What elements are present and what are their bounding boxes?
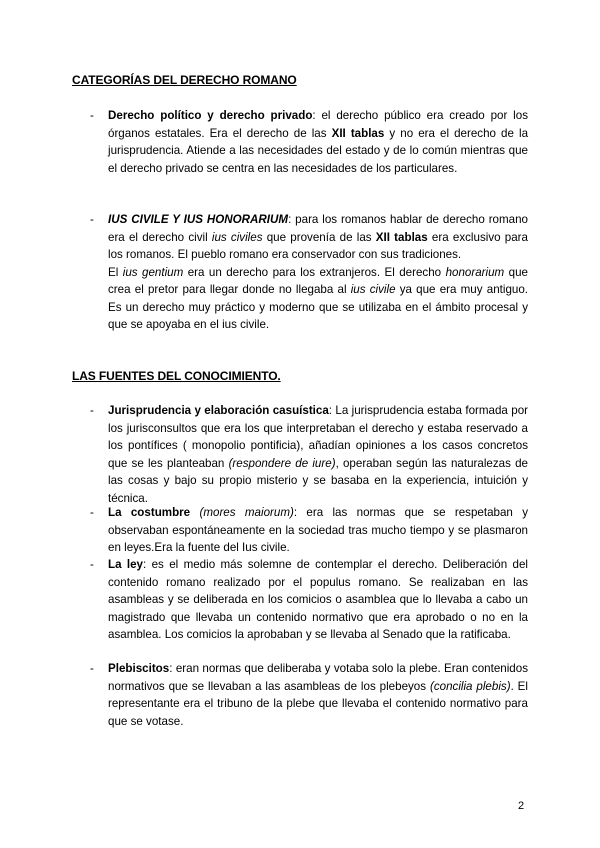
text-run: : era las normas que se respetaban y observaban espontáneamente en la sociedad tras mucho tiempo y se plasmaron en leyes.Era la fuente del Ius civile.: [108, 506, 529, 554]
list-item-text: [108, 211, 528, 334]
emphasis-text: (concilia plebis): [429, 679, 511, 693]
text-run: : el derecho público era creado por los órganos estatales. Era el derecho de las: [108, 109, 528, 140]
list-item-costumbre: [90, 504, 528, 557]
emphasis-text: XII tablas: [331, 126, 385, 140]
text-run: : para los romanos hablar de derecho romano era el derecho civil: [108, 213, 528, 244]
list-item-jurisprudencia: [90, 402, 528, 507]
list-item-text: [108, 402, 528, 507]
text-run: era un derecho para los extranjeros. El derecho: [183, 265, 446, 279]
list-item-text: [108, 107, 528, 177]
list-dash: -: [90, 558, 94, 571]
emphasis-text: La ley: [108, 558, 144, 571]
emphasis-text: La costumbre: [108, 506, 191, 519]
emphasis-text: IUS CIVILE Y IUS HONORARIUM: [108, 213, 289, 226]
text-run: era exclusivo para los romanos. El pueblo romano era conservador con sus tradiciones.: [108, 230, 528, 261]
list-dash: -: [90, 213, 94, 226]
paragraph: [108, 504, 528, 557]
list-dash: -: [90, 662, 94, 675]
paragraph: [108, 211, 528, 264]
emphasis-text: ius civile: [350, 283, 396, 296]
text-run: ya que era muy antiguo. Es un derecho muy práctico y moderno que se utilizaba en el ámbito procesal y que se apoyaba en el ius civile.: [108, 283, 529, 331]
emphasis-text: honorarium: [445, 265, 505, 279]
text-run: : eran normas que deliberaba y votaba solo la plebe. Eran contenidos normativos que se llevaban a las asambleas de los plebeyos: [108, 662, 528, 693]
section-heading-fuentes: LAS FUENTES DEL CONOCIMIENTO.: [72, 369, 281, 383]
text-run: El: [108, 265, 123, 279]
emphasis-text: ius civiles: [211, 230, 263, 244]
page-number: 2: [518, 800, 525, 812]
paragraph: [108, 556, 528, 644]
list-dash: -: [90, 404, 94, 417]
emphasis-text: (respondere de iure): [228, 456, 336, 470]
text-run: . El representante era el tribuno de la plebe que llevaba el contenido normativo para que se votase.: [108, 679, 528, 728]
list-dash: -: [90, 506, 94, 519]
text-run: : La jurisprudencia estaba formada por los jurisconsultos que era los que interpretaban el derecho y estaba reservado a los pontífices ( monopolio pontificia), añadían opiniones a los casos concretos que se les planteaban: [108, 404, 528, 470]
list-item-text: [108, 504, 528, 557]
text-run: y no era el derecho de la jurisprudencia. Atiende a las necesidades del estado y de lo común mientras que el derecho privado se centra en las necesidades de los particulares.: [108, 126, 529, 175]
list-item-ley: [90, 556, 528, 644]
emphasis-text: Derecho político y derecho privado: [108, 109, 313, 122]
paragraph: [108, 660, 528, 730]
text-run: : es el medio más solemne de contemplar el derecho. Deliberación del contenido romano realizado por el populus romano. Se realizaban en las asambleas y se deliberada en los comicios o asamblea que lo llevaba a cabo un magistrado que llevaba un contenido normativo que era aprobado o no en la asamblea. Los comicios la aprobaban y se llevaba al Senado que la ratificaba.: [108, 558, 529, 641]
emphasis-text: ius gentium: [122, 265, 184, 279]
list-item-ius-civile: [90, 211, 528, 334]
emphasis-text: (mores maiorum): [199, 506, 294, 519]
section-heading-categorias: CATEGORÍAS DEL DERECHO ROMANO: [72, 73, 297, 87]
list-item-plebiscitos: [90, 660, 528, 730]
list-item-text: [108, 660, 528, 730]
paragraph: [108, 264, 528, 334]
emphasis-text: XII tablas: [375, 230, 428, 244]
text-run: que provenía de las: [262, 230, 376, 244]
text-run: que crea el pretor para llegar donde no llegaba al: [108, 265, 528, 296]
text-run: , operaban según las naturalezas de las cosas y bajo su propio misterio y se basaba en la experiencia, intuición y técnica.: [108, 456, 528, 505]
emphasis-text: Plebiscitos: [108, 662, 170, 675]
paragraph: [108, 107, 528, 177]
paragraph: [108, 402, 528, 507]
list-item-derecho-politico: [90, 107, 528, 177]
list-dash: -: [90, 109, 94, 122]
emphasis-text: Jurisprudencia y elaboración casuística: [108, 404, 329, 417]
list-item-text: [108, 556, 528, 644]
